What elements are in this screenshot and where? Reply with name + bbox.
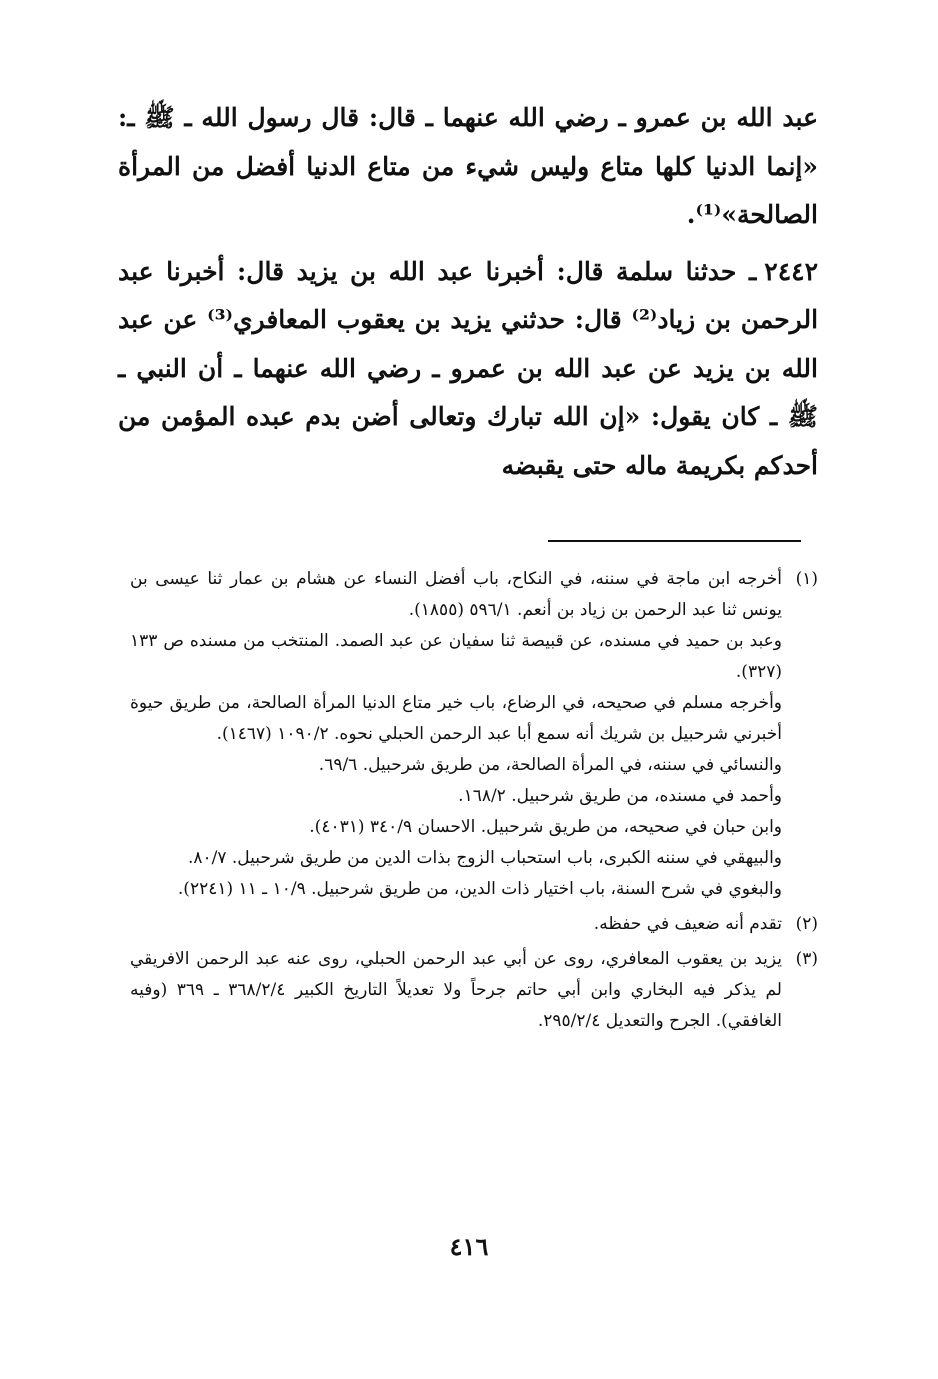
footnote-line: والبغوي في شرح السنة، باب اختيار ذات الدين، من طريق شرحبيل. ١٠/٩ ـ ١١ (٢٢٤١). <box>177 879 782 899</box>
footnote-number: (٣) <box>795 949 818 969</box>
footnote-separator <box>548 540 801 542</box>
hadith-text: ـ حدثنا سلمة قال: أخبرنا عبد الله بن يزيد قال: أخبرنا عبد الرحمن بن زياد⁽²⁾ قال: حدثني يزيد بن يعقوب المعافري⁽³⁾ عن عبد الله بن يزيد عن عبد الله بن عمرو ـ رضي الله عنهما ـ أن النبي ـ ﷺ ـ كان يقول: «إن الله تبارك وتعالى أضن بدم عبده المؤمن من أحدكم بكريمة ماله حتى يقبضه <box>118 256 819 480</box>
footnote-3 <box>130 944 818 1037</box>
main-paragraph-continued: عبد الله بن عمرو ـ رضي الله عنهما ـ قال: قال رسول الله ـ ﷺ ـ: «إنما الدنيا كلها متاع وليس شيء من متاع الدنيا أفضل من المرأة الصالحة»⁽¹⁾. <box>118 103 818 229</box>
footnote-text: تقدم أنه ضعيف في حفظه. <box>593 914 782 934</box>
footnote-2 <box>130 909 818 940</box>
hadith-paragraph <box>118 248 818 491</box>
footnote-number: (٢) <box>795 914 818 934</box>
footnote-number: (١) <box>795 569 818 589</box>
page-number: ٤١٦ <box>449 1232 489 1261</box>
footnote-line: والبيهقي في سننه الكبرى، باب استحباب الزوج بذات الدين من طريق شرحبيل. ٨٠/٧. <box>187 848 782 868</box>
hadith-number: ٢٤٤٢ <box>764 256 818 286</box>
footnote-line: أخرجه ابن ماجة في سننه، في النكاح، باب أفضل النساء عن هشام بن عمار ثنا عيسى بن يونس ثنا عبد الرحمن بن زياد بن أنعم. ٥٩٦/١ (١٨٥٥). <box>130 569 782 620</box>
footnote-line: وعبد بن حميد في مسنده، عن قبيصة ثنا سفيان عن عبد الصمد. المنتخب من مسنده ص ١٣٣ (٣٢٧). <box>130 631 782 682</box>
main-text <box>118 94 818 490</box>
footnote-line: وأحمد في مسنده، من طريق شرحبيل. ١٦٨/٢. <box>458 786 782 806</box>
footnote-line: وأخرجه مسلم في صحيحه، في الرضاع، باب خير متاع الدنيا المرأة الصالحة، من طريق حيوة أخبرني شرحبيل بن شريك أنه سمع أبا عبد الرحمن الحبلي نحوه. ١٠٩٠/٢ (١٤٦٧). <box>130 693 782 744</box>
footnote-line: والنسائي في سننه، في المرأة الصالحة، من طريق شرحبيل. ٦٩/٦. <box>318 755 782 775</box>
footnote-text: يزيد بن يعقوب المعافري، روى عن أبي عبد الرحمن الحبلي، روى عنه عبد الرحمن الافريقي لم يذكر فيه البخاري وابن أبي حاتم جرحاً ولا تعديلاً التاريخ الكبير ٣٦٨/٢/٤ ـ ٣٦٩ (وفيه الغافقي). الجرح والتعديل ٢٩٥/٢/٤. <box>130 949 782 1031</box>
footnote-1 <box>130 564 818 905</box>
footnotes <box>130 564 818 1041</box>
footnote-line: وابن حبان في صحيحه، من طريق شرحبيل. الاحسان ٣٤٠/٩ (٤٠٣١). <box>309 817 782 837</box>
